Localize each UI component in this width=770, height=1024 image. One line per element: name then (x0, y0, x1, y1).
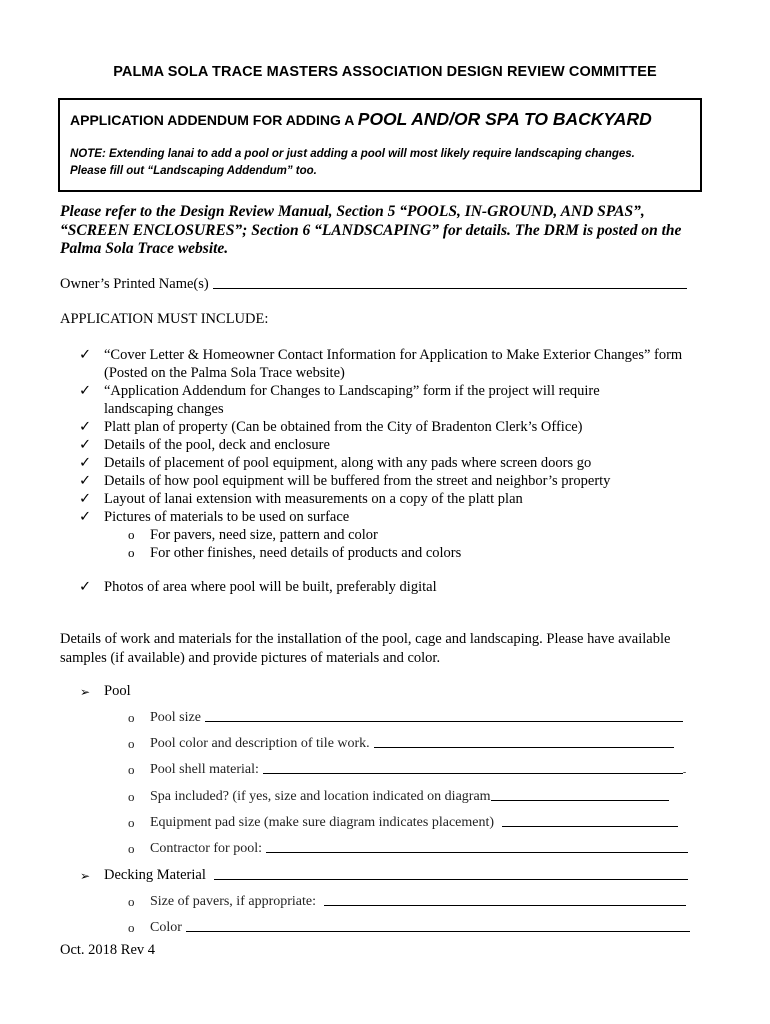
circle-bullet-icon: o (128, 789, 135, 804)
checkmark-icon: ✓ (79, 419, 92, 435)
arrow-bullet-icon: ➢ (80, 869, 91, 883)
decking-material-field[interactable] (214, 878, 688, 880)
checkmark-icon: ✓ (79, 473, 92, 489)
requirement-item (79, 346, 704, 382)
pool-shell-field[interactable] (263, 772, 683, 774)
circle-bullet-icon: o (128, 841, 135, 856)
requirement-item (79, 578, 704, 596)
pool-shell-row (128, 762, 686, 778)
checkmark-icon: ✓ (79, 383, 92, 399)
pool-section-heading (80, 683, 131, 700)
pool-shell-label: Pool shell material: (150, 762, 259, 777)
pool-contractor-field[interactable] (266, 851, 688, 853)
requirement-item (79, 418, 704, 436)
addendum-heading (70, 109, 652, 130)
requirement-item (79, 454, 704, 472)
arrow-bullet-icon: ➢ (80, 685, 91, 699)
addendum-note-line-2: Please fill out “Landscaping Addendum” too. (70, 165, 317, 177)
pool-color-field[interactable] (374, 746, 674, 748)
pool-size-field[interactable] (205, 720, 683, 722)
requirement-text: Details of how pool equipment will be buffered from the street and neighbor’s property (104, 473, 611, 489)
checkmark-icon: ✓ (79, 347, 92, 363)
decking-heading-label: Decking Material (104, 867, 206, 883)
decking-section-heading (80, 867, 688, 884)
paver-size-field[interactable] (324, 904, 686, 906)
circle-bullet-icon: o (128, 894, 135, 909)
requirement-text: Platt plan of property (Can be obtained from the City of Bradenton Clerk’s Office) (104, 419, 583, 435)
requirement-text: Layout of lanai extension with measurements on a copy of the platt plan (104, 491, 523, 507)
paver-size-label: Size of pavers, if appropriate: (150, 894, 316, 909)
refer-paragraph: Please refer to the Design Review Manual, Section 5 “POOLS, IN-GROUND, AND SPAS”, “SCREEN ENCLOSURES”; Section 6 “LANDSCAPING” for details. The DRM is posted on the Palma Sola Trace website. (60, 203, 682, 257)
requirement-text: “Cover Letter & Homeowner Contact Information for Application to Make Exterior Changes” form (Posted on the Palma Sola Trace website) (104, 347, 683, 381)
decking-color-row (128, 920, 690, 936)
decking-color-field[interactable] (186, 930, 690, 932)
addendum-box (58, 98, 702, 192)
sub-item (128, 526, 378, 544)
pool-color-label: Pool color and description of tile work. (150, 736, 370, 751)
equipment-pad-label: Equipment pad size (make sure diagram indicates placement) (150, 815, 495, 830)
requirement-text: Photos of area where pool will be built, preferably digital (104, 579, 437, 595)
requirement-item (79, 472, 704, 490)
checkmark-icon: ✓ (79, 509, 92, 525)
details-paragraph: Details of work and materials for the installation of the pool, cage and landscaping. Please have available samples (if available) and provide pictures of materials and color. (60, 631, 671, 666)
checkmark-icon: ✓ (79, 491, 92, 507)
requirement-item (79, 490, 704, 508)
spa-included-row (128, 789, 669, 805)
circle-bullet-icon: o (128, 710, 135, 725)
requirement-item (79, 436, 704, 454)
addendum-note (70, 146, 700, 180)
requirement-item (79, 382, 664, 418)
addendum-heading-emphasis: POOL AND/OR SPA TO BACKYARD (357, 109, 652, 129)
requirement-item (79, 508, 704, 526)
circle-bullet-icon: o (128, 527, 135, 542)
paver-size-row (128, 894, 686, 910)
circle-bullet-icon: o (128, 545, 135, 560)
revision-footer: Oct. 2018 Rev 4 (60, 942, 156, 958)
sub-item-text: For other finishes, need details of products and colors (150, 545, 462, 561)
owner-name-label: Owner’s Printed Name(s) (60, 276, 209, 292)
sub-item-text: For pavers, need size, pattern and color (150, 527, 378, 543)
owner-name-field[interactable] (213, 287, 687, 289)
spa-included-field[interactable] (491, 799, 669, 801)
pool-size-row (128, 710, 683, 726)
equipment-pad-field[interactable] (502, 825, 678, 827)
circle-bullet-icon: o (128, 762, 135, 777)
addendum-note-line-1: NOTE: Extending lanai to add a pool or just adding a pool will most likely require landscaping changes. (70, 148, 635, 160)
decking-color-label: Color (150, 920, 182, 935)
trailing-dash: - (682, 767, 687, 778)
pool-contractor-label: Contractor for pool: (150, 841, 262, 856)
checkmark-icon: ✓ (79, 437, 92, 453)
owner-name-row (60, 276, 687, 293)
circle-bullet-icon: o (128, 815, 135, 830)
document-title: PALMA SOLA TRACE MASTERS ASSOCIATION DESIGN REVIEW COMMITTEE (113, 64, 657, 80)
pool-contractor-row (128, 841, 688, 857)
pool-size-label: Pool size (150, 710, 201, 725)
spa-included-label: Spa included? (if yes, size and location indicated on diagram (150, 789, 491, 804)
equipment-pad-row (128, 815, 678, 831)
must-include-heading: APPLICATION MUST INCLUDE: (60, 311, 269, 327)
addendum-heading-prefix: APPLICATION ADDENDUM FOR ADDING A (70, 112, 358, 128)
requirement-text: Details of the pool, deck and enclosure (104, 437, 330, 453)
sub-item (128, 544, 461, 562)
circle-bullet-icon: o (128, 736, 135, 751)
requirement-text: Details of placement of pool equipment, along with any pads where screen doors go (104, 455, 592, 471)
requirement-text: Pictures of materials to be used on surface (104, 509, 350, 525)
pool-heading-label: Pool (104, 683, 131, 699)
circle-bullet-icon: o (128, 920, 135, 935)
checkmark-icon: ✓ (79, 579, 92, 595)
checkmark-icon: ✓ (79, 455, 92, 471)
pool-color-row (128, 736, 674, 752)
requirement-text: “Application Addendum for Changes to Landscaping” form if the project will require landscaping changes (104, 383, 600, 417)
